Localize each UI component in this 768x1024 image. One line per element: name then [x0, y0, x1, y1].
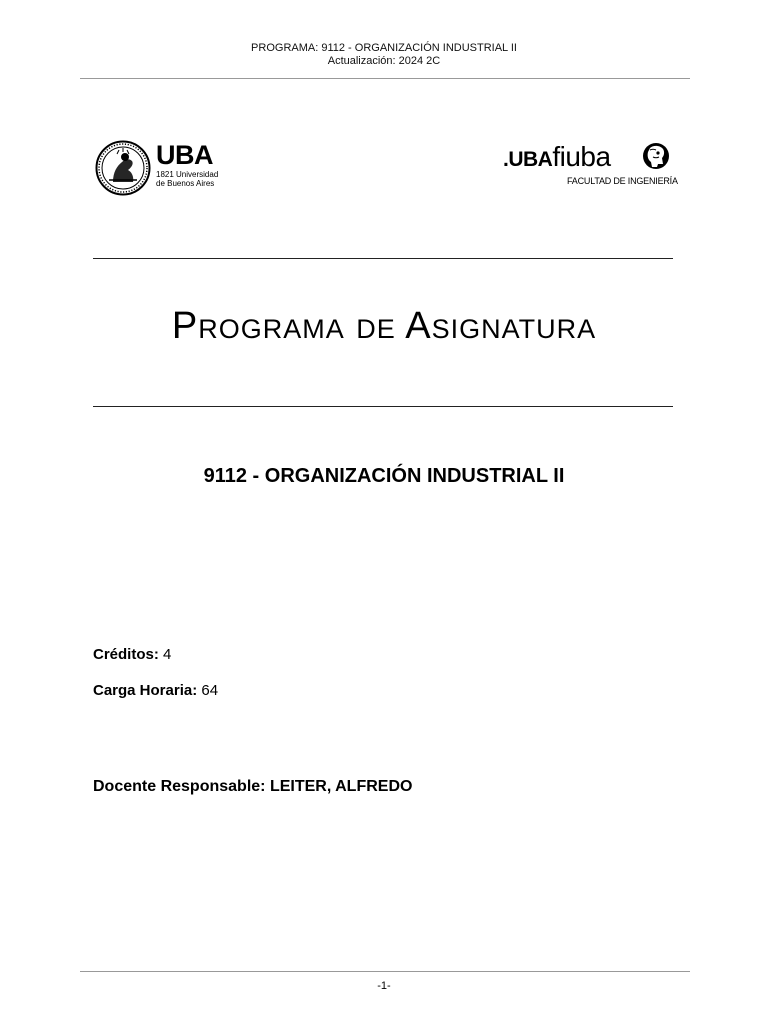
footer-divider [80, 971, 690, 972]
running-header-program: PROGRAMA: 9112 - ORGANIZACIÓN INDUSTRIAL II [251, 42, 517, 54]
uba-seal-icon [95, 140, 151, 196]
carga-horaria-value: 64 [201, 682, 219, 699]
carga-horaria-label: Carga Horaria: [93, 682, 198, 699]
creditos-label: Créditos: [93, 646, 159, 663]
header-divider [80, 78, 690, 79]
running-header-update: Actualización: 2024 2C [327, 55, 441, 67]
creditos-value: 4 [163, 646, 172, 663]
course-title: 9112 - ORGANIZACIÓN INDUSTRIAL II [203, 465, 565, 487]
fiuba-wordmark [503, 142, 611, 177]
document-title: Programa de Asignatura [171, 305, 597, 347]
carga-horaria-field [93, 681, 218, 701]
uba-logo [95, 138, 225, 198]
docente-responsable-field [93, 777, 412, 797]
title-divider-top [93, 258, 673, 259]
fiuba-wordmark-suffix: fiuba [552, 141, 611, 172]
docente-responsable-label: Docente Responsable: [93, 778, 266, 795]
running-header [0, 42, 768, 68]
uba-subtitle [156, 170, 218, 188]
uba-wordmark: UBA [156, 140, 213, 170]
page-number: -1- [377, 980, 391, 992]
fiuba-logo [503, 140, 678, 190]
fiuba-emblem-icon [641, 140, 671, 174]
creditos-field [93, 645, 171, 665]
fiuba-wordmark-prefix: .UBA [503, 148, 553, 171]
uba-subtitle-line1: 1821 Universidad [156, 170, 219, 179]
title-divider-bottom [93, 406, 673, 407]
fiuba-subtitle: FACULTAD DE INGENIERÍA [567, 176, 678, 186]
uba-subtitle-line2: de Buenos Aires [156, 179, 215, 188]
docente-responsable-value: LEITER, ALFREDO [269, 778, 413, 795]
